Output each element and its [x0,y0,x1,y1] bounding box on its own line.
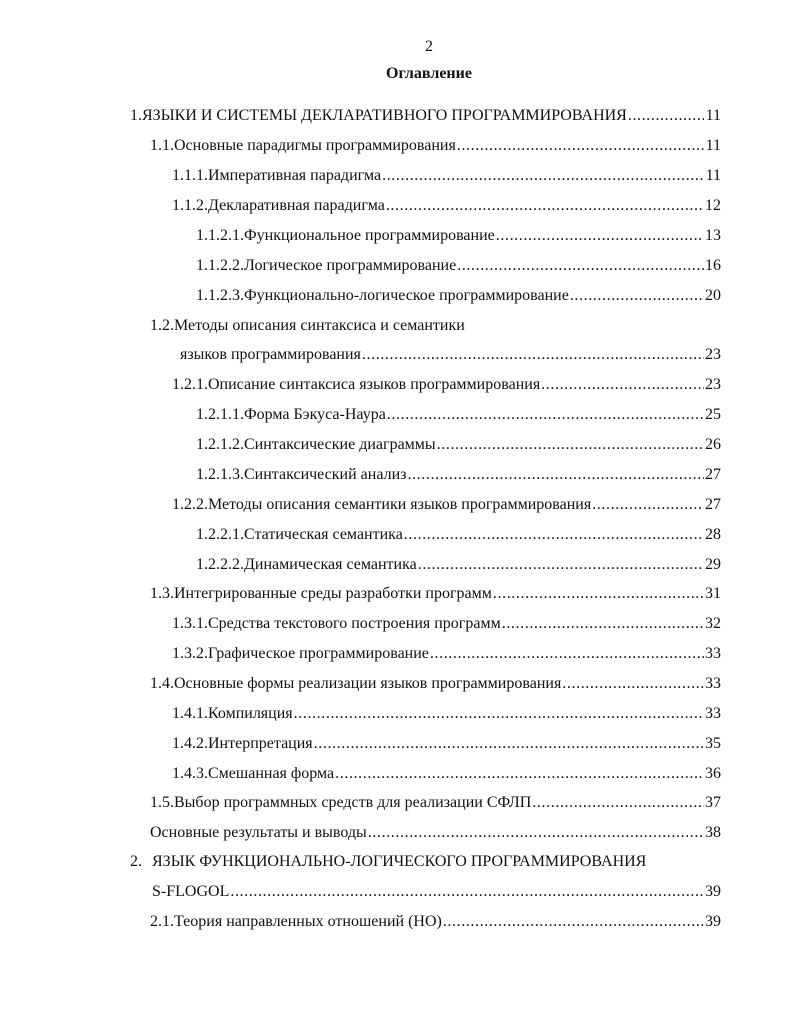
toc-entry-title: Логическое программирование [244,257,457,274]
toc-entry-page: 33 [705,705,721,722]
dot-leader [457,254,704,278]
dot-leader [493,582,704,606]
toc-entry-title: Динамическая семантика [244,556,417,573]
dot-leader [592,493,704,517]
page-number: 2 [425,38,433,55]
toc-entry-title: Выбор программных средств для реализации СФЛП [174,794,532,811]
toc-entry-page: 11 [705,107,721,124]
toc-entry-title: Основные формы реализации языков программирования [174,675,562,692]
toc-entry-number: 1.1.2.1. [196,227,244,244]
toc-entry-page: 16 [705,257,721,274]
dot-leader [407,463,704,487]
dot-leader [562,672,704,696]
toc-entry-title: ЯЗЫКИ И СИСТЕМЫ ДЕКЛАРАТИВНОГО ПРОГРАММИРОВАНИЯ [142,107,627,124]
toc-entry-title: S-FLOGOL [152,883,230,900]
toc-entry-number: 1.2.2. [172,496,208,513]
dot-leader [294,702,704,726]
toc-entry-title: Смешанная форма [208,765,335,782]
toc-entry-number: 1.4.3. [172,765,208,782]
toc-entry-page: 12 [705,197,721,214]
toc-entry-page: 37 [705,794,721,811]
toc-entry-title: Интегрированные среды разработки программ [174,585,492,602]
toc-entry-page: 23 [705,346,721,363]
toc-entry-title: Компиляция [208,705,293,722]
toc-entry-title: Интерпретация [208,735,313,752]
toc-entry-page: 27 [705,496,721,513]
dot-leader [628,104,704,128]
toc-entry-page: 25 [705,406,721,423]
toc-entry-number: 1.2.2.2. [196,556,244,573]
toc-entry-title: Теория направленных отношений (НО) [174,913,442,930]
toc-entry-title: Форма Бэкуса-Наура [244,406,386,423]
toc-entry-number: 1.2.1. [172,376,208,393]
toc-entry-number: 1.4.1. [172,705,208,722]
toc-entry-title: ЯЗЫК ФУНКЦИОНАЛЬНО-ЛОГИЧЕСКОГО ПРОГРАММИРОВАНИЯ [152,853,647,870]
dot-leader [368,821,704,845]
dot-leader [362,343,704,367]
toc-entry-number: 1.3. [150,585,174,602]
toc-entry-page: 33 [705,675,721,692]
toc-entry-number: 1. [130,107,142,124]
toc-entry-number: 1.2.2.1. [196,526,244,543]
toc-entry-page: 26 [705,436,721,453]
toc-entry-page: 39 [705,883,721,900]
toc-entry-title: Императивная парадигма [208,167,382,184]
toc-entry-number: 1.4. [150,675,174,692]
toc-entry-number: 1.1.2. [172,197,208,214]
toc-entry-title: Синтаксический анализ [244,466,407,483]
toc-entry-title: Функциональное программирование [244,227,495,244]
dot-leader [502,612,704,636]
dot-leader [437,433,704,457]
toc-entry-page: 13 [705,227,721,244]
dot-leader [418,553,704,577]
toc-entry-title: Основные парадигмы программирования [174,137,456,154]
toc-entry-page: 38 [705,824,721,841]
toc-entry-number: 1.1.2.2. [196,257,244,274]
dot-leader [570,284,704,308]
dot-leader [230,880,704,904]
dot-leader [496,224,704,248]
dot-leader [382,164,704,188]
toc-entry-number: 1.2.1.1. [196,406,244,423]
toc-entry-number: 1.1.1. [172,167,208,184]
toc-entry-page: 35 [705,735,721,752]
toc-entry-number: 1.1.2.3. [196,287,244,304]
toc-entry-title: Функционально-логическое программирование [244,287,569,304]
dot-leader [314,732,704,756]
toc-entry-title: Синтаксические диаграммы [244,436,436,453]
toc-entry-title: языков программирования [180,346,361,363]
toc-entry-page: 36 [705,765,721,782]
toc-entry-number: 2.1. [150,913,174,930]
toc-entry-number: 1.2.1.3. [196,466,244,483]
toc-entry-page: 20 [705,287,721,304]
toc-entry-title: Методы описания синтаксиса и семантики [174,317,465,334]
toc-entry-page: 39 [705,913,721,930]
toc-title: Оглавление [386,65,472,82]
toc-entry-number: 1.4.2. [172,735,208,752]
toc-entry-title: Описание синтаксиса языков программирования [208,376,541,393]
toc-entry-page: 11 [705,167,721,184]
toc-entry-title: Статическая семантика [244,526,403,543]
toc-entry-title: Средства текстового построения программ [208,615,501,632]
dot-leader [430,642,704,666]
toc-entry-page: 28 [705,526,721,543]
toc-entry-number: 1.5. [150,794,174,811]
toc-entry-number: 1.2. [150,317,174,334]
toc-entry-title: Методы описания семантики языков программирования [208,496,592,513]
toc-entry-page: 32 [705,615,721,632]
toc-entry-page: 23 [705,376,721,393]
toc-entry-number: 1.1. [150,137,174,154]
toc-entry-title: Декларативная парадигма [208,197,385,214]
toc-entry-number: 1.3.1. [172,615,208,632]
dot-leader [335,762,704,786]
toc-entry-number: 1.3.2. [172,645,208,662]
toc-entry-page: 31 [705,585,721,602]
toc-entry-page: 11 [705,137,721,154]
dot-leader [386,194,704,218]
dot-leader [387,403,704,427]
toc-entry-number: 2. [130,853,142,870]
toc-entry-page: 27 [705,466,721,483]
dot-leader [404,523,704,547]
toc-entry-number: 1.2.1.2. [196,436,244,453]
toc-entry-page: 29 [705,556,721,573]
toc-entry-page: 33 [705,645,721,662]
toc-entry-title: Основные результаты и выводы [150,824,367,841]
toc-entry-title: Графическое программирование [208,645,429,662]
dot-leader [541,373,704,397]
dot-leader [443,910,704,934]
dot-leader [457,134,704,158]
dot-leader [532,791,704,815]
